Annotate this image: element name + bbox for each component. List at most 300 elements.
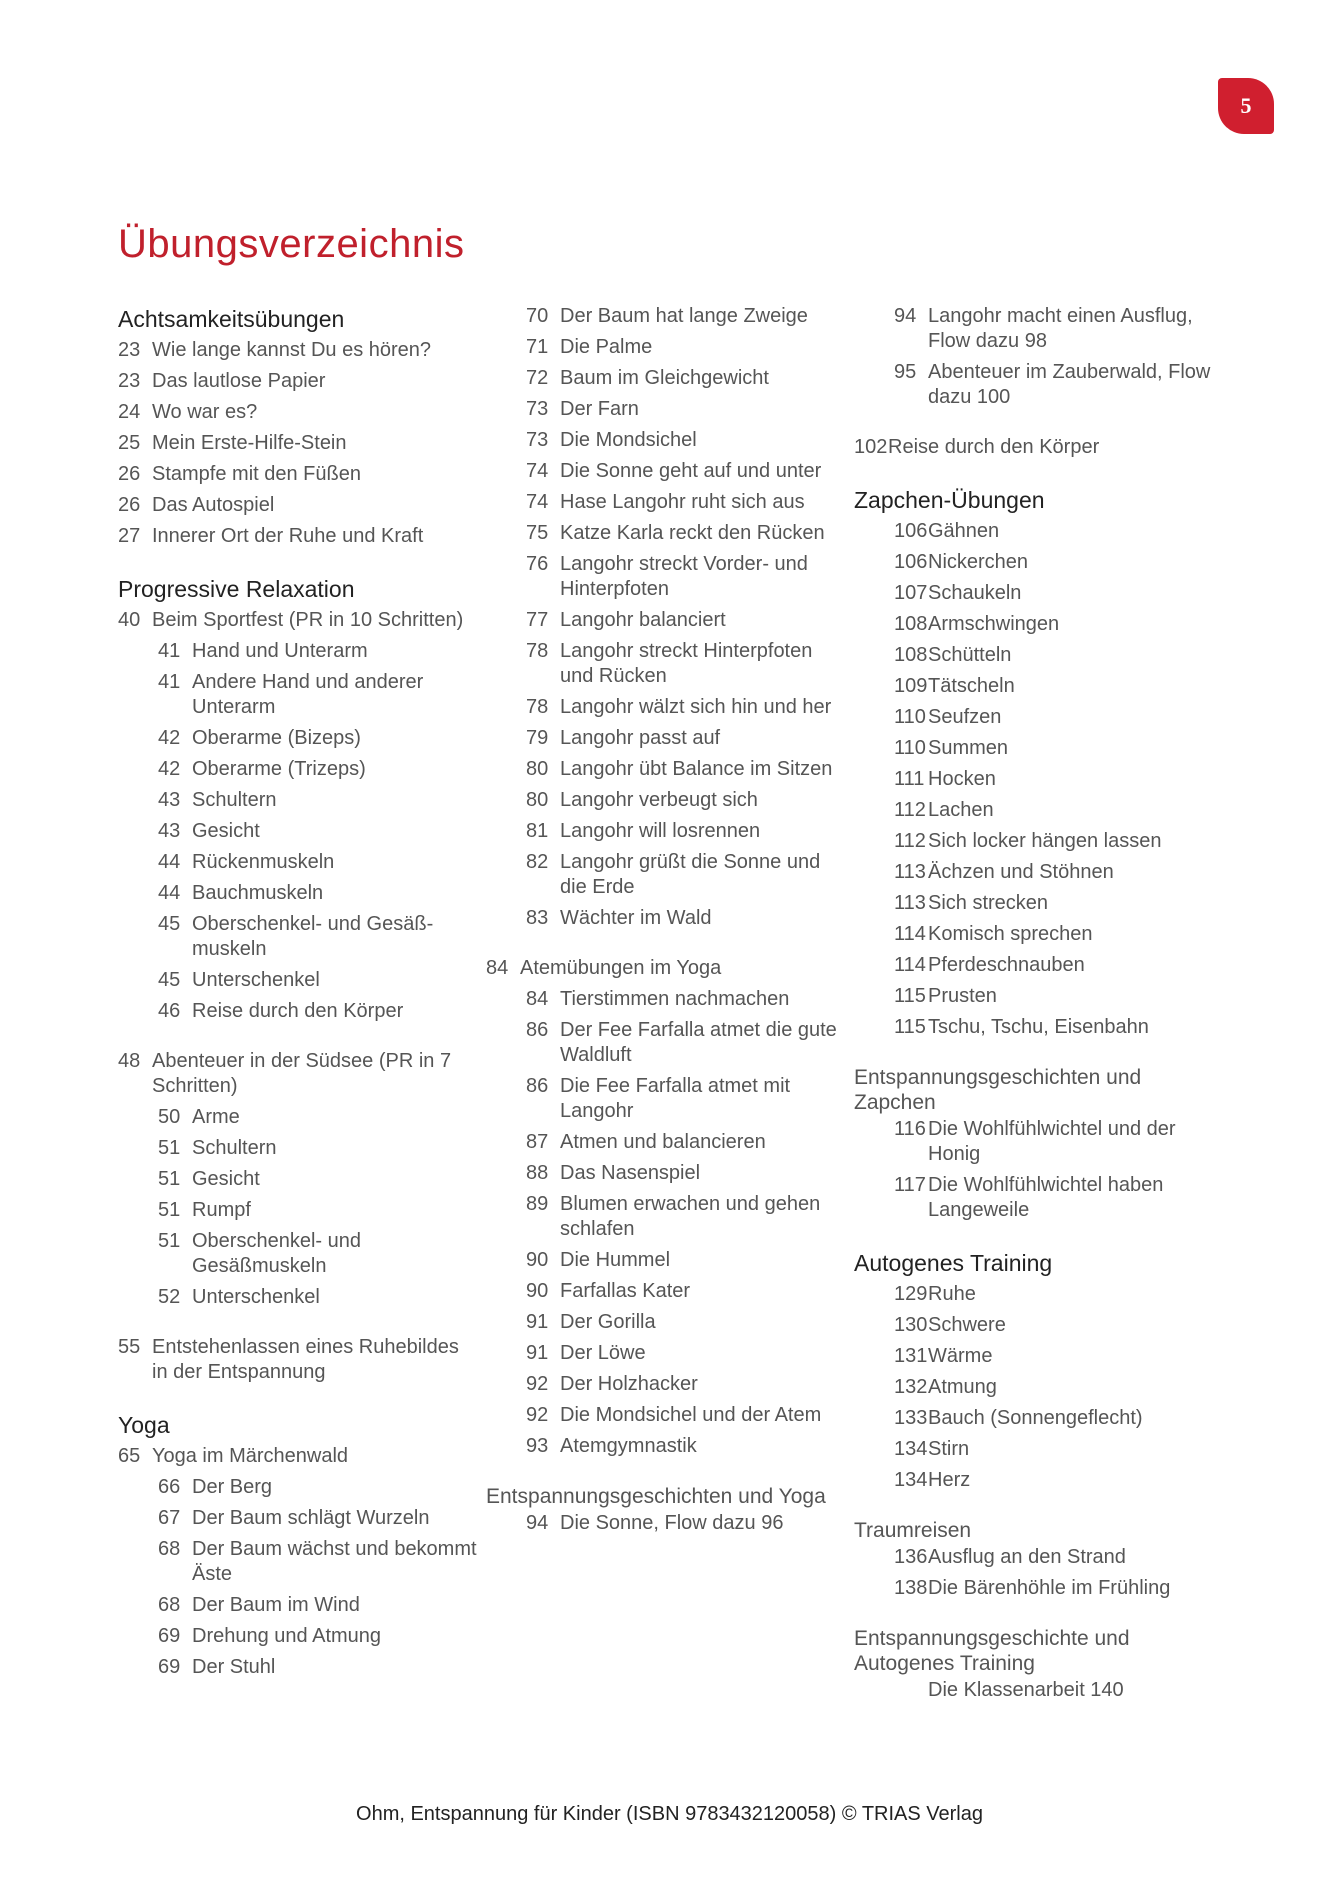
entry-label: Wächter im Wald [560,907,712,929]
entry-page-number: 43 [158,789,181,811]
entry-page-number: 133 [894,1407,928,1429]
toc-section [118,1410,478,1680]
toc-entry[interactable] [118,1444,478,1469]
toc-entry[interactable] [894,1678,1214,1703]
entry-page-number: 44 [158,882,181,904]
entry-label: Andere Hand und anderer Unterarm [192,671,424,718]
entry-label: Langohr will losrennen [560,820,761,842]
entry-label: Die Sonne geht auf und unter [560,460,822,482]
entry-label: Innerer Ort der Ruhe und Kraft [152,525,424,547]
toc-entry[interactable] [526,608,846,633]
toc-entry[interactable] [526,490,846,515]
entry-page-number: 129 [894,1283,928,1305]
entry-label: Das lautlose Papier [152,370,326,392]
entry-label: Ruhe [928,1283,976,1305]
toc-section [854,304,1214,410]
toc-entry[interactable] [526,726,846,751]
page-title: Übungsverzeichnis [118,222,465,266]
entry-label: Der Holzhacker [560,1373,698,1395]
entry-label: Bauchmuskeln [192,882,324,904]
toc-entry[interactable] [526,695,846,720]
entry-label: Abenteuer im Zauberwald, Flow dazu 100 [928,361,1211,408]
entry-label: Hase Langohr ruht sich aus [560,491,805,513]
toc-entry[interactable] [894,674,1214,699]
entry-label: Oberarme (Bizeps) [192,727,361,749]
toc-entry[interactable] [158,881,478,906]
page-number: 5 [1240,93,1252,118]
entry-page-number: 90 [526,1280,549,1302]
entry-page-number: 44 [158,851,181,873]
toc-entry[interactable] [526,1341,846,1366]
entry-page-number: 55 [118,1336,141,1358]
entry-label: Schwere [928,1314,1006,1336]
entry-label: Wo war es? [152,401,258,423]
entry-label: Hand und Unterarm [192,640,368,662]
entry-page-number: 41 [158,640,181,662]
entry-label: Oberschenkel- und Gesäßmuskeln [192,1230,361,1277]
toc-entry[interactable] [118,493,478,518]
entry-page-number: 110 [894,737,926,759]
entry-page-number: 45 [158,913,181,935]
entry-page-number: 70 [526,305,549,327]
entry-label: Der Stuhl [192,1656,276,1678]
entry-label: Die Hummel [560,1249,671,1271]
toc-entry[interactable] [158,1506,478,1531]
entry-page-number: 86 [526,1075,549,1097]
entry-label: Wie lange kannst Du es hören? [152,339,432,361]
entry-page-number: 90 [526,1249,549,1271]
toc-entry[interactable] [894,581,1214,606]
toc-entry[interactable] [118,608,478,633]
entry-page-number: 40 [118,609,141,631]
entry-page-number: 82 [526,851,549,873]
toc-entry[interactable] [894,767,1214,792]
toc-entry[interactable] [894,1173,1214,1223]
entry-label: Der Berg [192,1476,273,1498]
entry-page-number: 83 [526,907,549,929]
toc-entry[interactable] [158,670,478,720]
toc-entry[interactable] [158,1229,478,1279]
entry-page-number: 71 [526,336,549,358]
toc-entry[interactable] [894,1015,1214,1040]
entry-label: Gesicht [192,1168,260,1190]
toc-entry[interactable] [526,1074,846,1124]
page-number-badge [1218,78,1274,134]
entry-label: Die Bärenhöhle im Frühling [928,1577,1171,1599]
entry-label: Farfallas Kater [560,1280,691,1302]
toc-entry[interactable] [526,757,846,782]
toc-section [118,304,478,549]
entry-page-number: 74 [526,491,549,513]
entry-label: Wärme [928,1345,993,1367]
toc-entry[interactable] [894,798,1214,823]
section-heading: Entspannungsgeschichte und Autogenes Training [854,1627,1130,1675]
entry-label: Atemgymnastik [560,1435,697,1457]
entry-page-number: 24 [118,401,141,423]
toc-entry[interactable] [894,643,1214,668]
entry-page-number: 116 [894,1118,926,1140]
toc-entry[interactable] [894,1375,1214,1400]
entry-page-number: 93 [526,1435,549,1457]
toc-section [486,956,846,1459]
entry-page-number: 51 [158,1199,181,1221]
entry-label: Langohr übt Balance im Sitzen [560,758,833,780]
entry-label: Atmen und balancieren [560,1131,766,1153]
toc-section [854,435,1214,460]
toc-entry[interactable] [894,360,1214,410]
entry-page-number: 86 [526,1019,549,1041]
entry-label: Schütteln [928,644,1012,666]
entry-page-number: 68 [158,1538,181,1560]
entry-label: Unterschenkel [192,1286,320,1308]
toc-entry[interactable] [526,850,846,900]
toc-entry[interactable] [158,726,478,751]
toc-entry[interactable] [526,1372,846,1397]
toc-entry[interactable] [894,612,1214,637]
toc-entry[interactable] [894,705,1214,730]
toc-section [854,1248,1214,1493]
entry-page-number: 91 [526,1342,549,1364]
entry-page-number: 114 [894,954,926,976]
entry-page-number: 108 [894,613,928,635]
toc-entry[interactable] [118,524,478,549]
entry-label: Der Baum hat lange Zweige [560,305,808,327]
entry-label: Ausflug an den Strand [928,1546,1126,1568]
entry-label: Der Farn [560,398,639,420]
toc-entry[interactable] [118,1049,478,1099]
toc-section [486,1484,846,1536]
toc-entry[interactable] [526,428,846,453]
toc-entry[interactable] [894,860,1214,885]
toc-entry[interactable] [894,1313,1214,1338]
toc-entry[interactable] [894,891,1214,916]
entry-page-number: 51 [158,1230,181,1252]
entry-page-number: 115 [894,985,926,1007]
entry-label: Rückenmuskeln [192,851,335,873]
entry-page-number: 108 [894,644,928,666]
toc-entry[interactable] [526,1248,846,1273]
entry-page-number: 117 [894,1174,926,1196]
entry-label: Stirn [928,1438,970,1460]
entry-label: Der Baum im Wind [192,1594,360,1616]
entry-label: Die Wohlfühlwichtel und der Honig [928,1118,1176,1165]
entry-page-number: 112 [894,830,926,852]
entry-label: Die Wohlfühlwichtel haben Langeweile [928,1174,1164,1221]
entry-page-number: 72 [526,367,549,389]
toc-entry[interactable] [526,521,846,546]
entry-label: Prusten [928,985,997,1007]
toc-entry[interactable] [894,1117,1214,1167]
entry-page-number: 48 [118,1050,141,1072]
toc-entry[interactable] [894,304,1214,354]
toc-entry[interactable] [894,736,1214,761]
entry-page-number: 78 [526,640,549,662]
toc-entry[interactable] [526,366,846,391]
toc-entry[interactable] [526,1511,846,1536]
entry-label: Nickerchen [928,551,1029,573]
entry-page-number: 25 [118,432,141,454]
toc-entry[interactable] [158,1593,478,1618]
entry-label: Langohr balanciert [560,609,726,631]
toc-entry[interactable] [894,1344,1214,1369]
toc-entry[interactable] [158,639,478,664]
section-heading: Entspannungsgeschichten und Yoga [486,1485,826,1508]
entry-page-number: 26 [118,463,141,485]
entry-page-number: 131 [894,1345,928,1367]
toc-entry[interactable] [158,757,478,782]
entry-page-number: 130 [894,1314,928,1336]
toc-entry[interactable] [158,999,478,1024]
toc-section [118,574,478,1024]
entry-page-number: 134 [894,1469,928,1491]
entry-label: Reise durch den Körper [192,1000,404,1022]
entry-label: Seufzen [928,706,1002,728]
section-heading: Yoga [118,1412,170,1438]
toc-entry[interactable] [526,1403,846,1428]
toc-section [854,1518,1214,1601]
entry-label: Unterschenkel [192,969,320,991]
entry-page-number: 106 [894,551,928,573]
toc-entry[interactable] [526,1279,846,1304]
toc-entry[interactable] [158,1475,478,1500]
toc-entry[interactable] [118,431,478,456]
entry-page-number: 113 [894,861,926,883]
entry-label: Rumpf [192,1199,251,1221]
entry-page-number: 89 [526,1193,549,1215]
entry-label: Tätscheln [928,675,1015,697]
toc-entry[interactable] [158,1285,478,1310]
toc-entry[interactable] [158,1537,478,1587]
toc-entry[interactable] [526,1310,846,1335]
entry-page-number: 115 [894,1016,926,1038]
toc-entry[interactable] [894,953,1214,978]
toc-entry[interactable] [526,552,846,602]
entry-label: Langohr wälzt sich hin und her [560,696,832,718]
toc-entry[interactable] [158,912,478,962]
entry-page-number: 88 [526,1162,549,1184]
entry-label: Der Löwe [560,1342,646,1364]
entry-label: Gesicht [192,820,260,842]
entry-label: Drehung und Atmung [192,1625,382,1647]
entry-page-number: 43 [158,820,181,842]
toc-entry[interactable] [118,338,478,363]
toc-column-3 [854,304,1214,1728]
entry-page-number: 69 [158,1656,181,1678]
toc-entry[interactable] [894,1468,1214,1493]
entry-label: Schultern [192,1137,277,1159]
section-heading: Traumreisen [854,1519,972,1542]
toc-section [486,304,846,931]
toc-entry[interactable] [894,984,1214,1009]
toc-entry[interactable] [526,788,846,813]
toc-entry[interactable] [118,462,478,487]
toc-entry[interactable] [854,435,1214,460]
toc-entry[interactable] [118,369,478,394]
entry-label: Atemübungen im Yoga [520,957,722,979]
entry-label: Langohr streckt Hinterpfoten und Rücken [560,640,813,687]
toc-entry[interactable] [158,968,478,993]
entry-page-number: 42 [158,758,181,780]
toc-entry[interactable] [118,1335,478,1385]
entry-label: Der Baum wächst und bekommt Äste [192,1538,477,1585]
entry-label: Katze Karla reckt den Rücken [560,522,825,544]
toc-entry[interactable] [158,1655,478,1680]
toc-entry[interactable] [526,1018,846,1068]
section-heading: Autogenes Training [854,1250,1053,1276]
entry-page-number: 78 [526,696,549,718]
toc-entry[interactable] [158,850,478,875]
entry-page-number: 95 [894,361,917,383]
entry-label: Die Mondsichel [560,429,697,451]
entry-label: Langohr grüßt die Sonne und die Erde [560,851,821,898]
entry-label: Der Baum schlägt Wurzeln [192,1507,430,1529]
toc-entry[interactable] [486,956,846,981]
entry-page-number: 26 [118,494,141,516]
toc-entry[interactable] [894,519,1214,544]
entry-label: Langohr streckt Vorder- und Hinterpfoten [560,553,808,600]
entry-page-number: 113 [894,892,926,914]
entry-label: Der Gorilla [560,1311,656,1333]
toc-entry[interactable] [526,335,846,360]
entry-page-number: 84 [526,988,549,1010]
entry-page-number: 76 [526,553,549,575]
entry-page-number: 91 [526,1311,549,1333]
toc-entry[interactable] [894,550,1214,575]
toc-entry[interactable] [158,1105,478,1130]
entry-page-number: 106 [894,520,928,542]
entry-page-number: 94 [526,1512,549,1534]
toc-entry[interactable] [158,788,478,813]
entry-label: Gähnen [928,520,1000,542]
entry-page-number: 73 [526,398,549,420]
entry-page-number: 77 [526,609,549,631]
entry-page-number: 73 [526,429,549,451]
toc-section [118,1049,478,1310]
entry-page-number: 94 [894,305,917,327]
toc-entry[interactable] [894,1576,1214,1601]
toc-column-2 [486,304,846,1561]
entry-label: Oberarme (Trizeps) [192,758,366,780]
entry-label: Bauch (Sonnengeflecht) [928,1407,1143,1429]
toc-section [854,485,1214,1040]
entry-page-number: 107 [894,582,928,604]
entry-page-number: 45 [158,969,181,991]
entry-label: Lachen [928,799,994,821]
entry-label: Baum im Gleichgewicht [560,367,769,389]
entry-label: Herz [928,1469,971,1491]
entry-page-number: 69 [158,1625,181,1647]
entry-page-number: 67 [158,1507,181,1529]
toc-entry[interactable] [526,459,846,484]
entry-label: Atmung [928,1376,997,1398]
footer-citation: Ohm, Entspannung für Kinder (ISBN 9783432120058) © TRIAS Verlag [356,1803,983,1825]
section-heading: Zapchen-Übungen [854,487,1045,513]
entry-page-number: 51 [158,1137,181,1159]
toc-entry[interactable] [894,922,1214,947]
entry-page-number: 27 [118,525,141,547]
toc-entry[interactable] [158,1167,478,1192]
toc-entry[interactable] [526,906,846,931]
entry-page-number: 23 [118,339,141,361]
entry-label: Hocken [928,768,996,790]
toc-entry[interactable] [526,1192,846,1242]
entry-label: Tierstimmen nachmachen [560,988,790,1010]
entry-page-number: 138 [894,1577,928,1599]
section-heading: Progressive Relaxation [118,576,355,602]
entry-page-number: 46 [158,1000,181,1022]
toc-entry[interactable] [526,1130,846,1155]
entry-label: Yoga im Märchenwald [152,1445,349,1467]
entry-label: Beim Sportfest (PR in 10 Schritten) [152,609,464,631]
toc-entry[interactable] [894,1437,1214,1462]
toc-entry[interactable] [158,1624,478,1649]
toc-entry[interactable] [526,304,846,329]
toc-entry[interactable] [526,1161,846,1186]
entry-label: Langohr verbeugt sich [560,789,758,811]
toc-entry[interactable] [526,639,846,689]
toc-column-1 [118,304,478,1705]
entry-label: Das Autospiel [152,494,275,516]
entry-page-number: 136 [894,1546,928,1568]
toc-entry[interactable] [894,1406,1214,1431]
entry-page-number: 52 [158,1286,181,1308]
section-heading: Achtsamkeitsübungen [118,306,345,332]
toc-entry[interactable] [526,397,846,422]
toc-entry[interactable] [894,1545,1214,1570]
toc-entry[interactable] [158,819,478,844]
toc-entry[interactable] [894,829,1214,854]
section-heading: Entspannungsgeschichten und Zapchen [854,1066,1142,1114]
toc-entry[interactable] [526,1434,846,1459]
entry-page-number: 41 [158,671,181,693]
entry-page-number: 51 [158,1168,181,1190]
entry-page-number: 50 [158,1106,181,1128]
entry-page-number: 80 [526,758,549,780]
entry-page-number: 80 [526,789,549,811]
toc-entry[interactable] [526,819,846,844]
entry-label: Pferdeschnauben [928,954,1085,976]
entry-page-number: 92 [526,1373,549,1395]
entry-label: Der Fee Farfalla atmet die gute Waldluft [560,1019,837,1066]
toc-section [118,1335,478,1385]
entry-label: Mein Erste-Hilfe-Stein [152,432,347,454]
entry-page-number: 66 [158,1476,181,1498]
entry-page-number: 102 [854,436,888,458]
entry-label: Schaukeln [928,582,1022,604]
toc-entry[interactable] [158,1136,478,1161]
entry-page-number: 87 [526,1131,549,1153]
entry-label: Komisch sprechen [928,923,1093,945]
entry-label: Summen [928,737,1009,759]
entry-page-number: 111 [894,768,925,790]
toc-entry[interactable] [118,400,478,425]
toc-entry[interactable] [894,1282,1214,1307]
entry-label: Die Fee Farfalla atmet mit Langohr [560,1075,791,1122]
entry-page-number: 84 [486,957,509,979]
entry-page-number: 114 [894,923,926,945]
toc-entry[interactable] [526,987,846,1012]
entry-label: Armschwingen [928,613,1060,635]
entry-label: Abenteuer in der Südsee (PR in 7 Schritten) [152,1050,452,1097]
entry-page-number: 134 [894,1438,928,1460]
entry-page-number: 68 [158,1594,181,1616]
toc-entry[interactable] [158,1198,478,1223]
entry-label: Langohr passt auf [560,727,721,749]
entry-label: Sich locker hängen lassen [928,830,1162,852]
entry-label: Oberschenkel- und Gesäßmuskeln [192,913,434,960]
entry-page-number: 109 [894,675,928,697]
entry-label: Stampfe mit den Füßen [152,463,361,485]
